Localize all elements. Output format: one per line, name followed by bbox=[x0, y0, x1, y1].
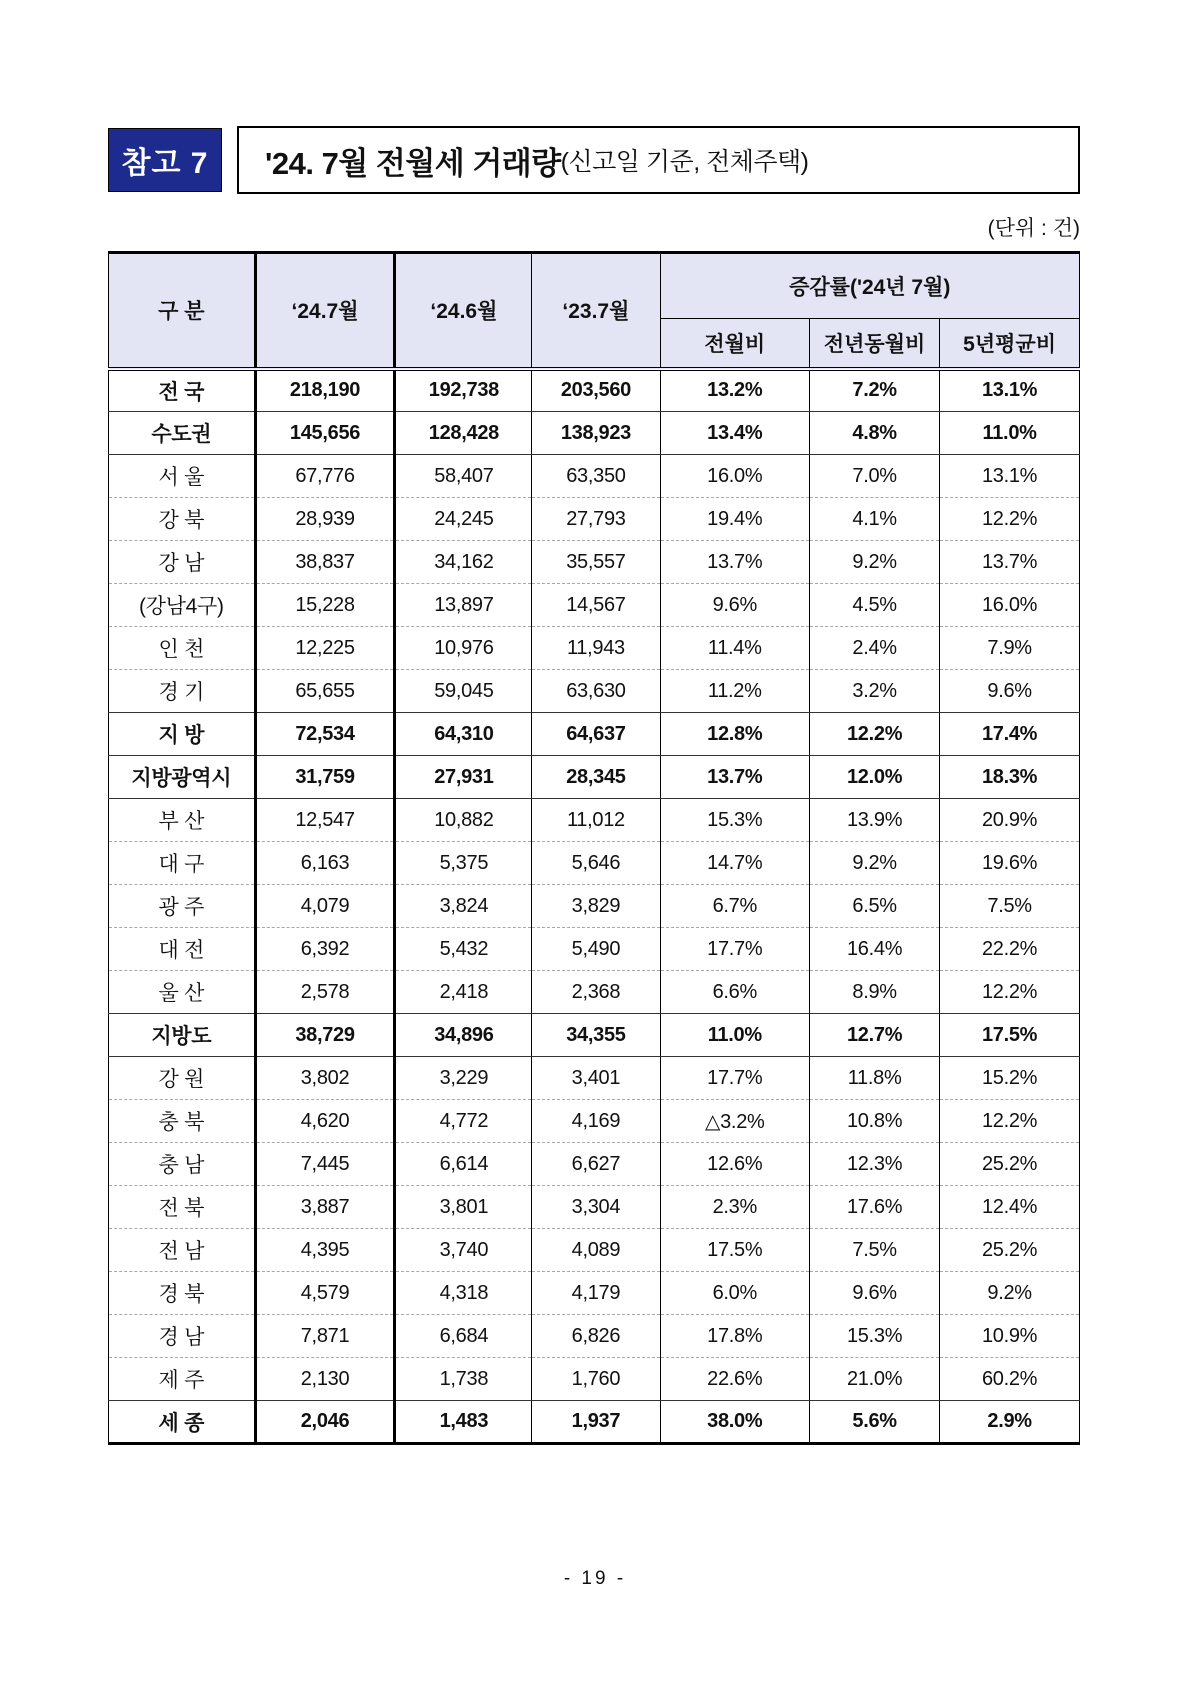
value-cell: 11.0% bbox=[660, 1014, 810, 1057]
value-cell: 4,179 bbox=[532, 1272, 660, 1315]
value-cell: 11.4% bbox=[660, 627, 810, 670]
region-label: 세 종 bbox=[109, 1401, 256, 1444]
value-cell: 12.2% bbox=[940, 1100, 1080, 1143]
value-cell: 17.4% bbox=[940, 713, 1080, 756]
value-cell: 145,656 bbox=[255, 412, 395, 455]
value-cell: 25.2% bbox=[940, 1143, 1080, 1186]
value-cell: 12.6% bbox=[660, 1143, 810, 1186]
value-cell: 35,557 bbox=[532, 541, 660, 584]
value-cell: 14,567 bbox=[532, 584, 660, 627]
region-label: 경 기 bbox=[109, 670, 256, 713]
value-cell: 3,401 bbox=[532, 1057, 660, 1100]
value-cell: 34,162 bbox=[395, 541, 532, 584]
value-cell: 5.6% bbox=[810, 1401, 940, 1444]
value-cell: 17.7% bbox=[660, 928, 810, 971]
value-cell: 58,407 bbox=[395, 455, 532, 498]
value-cell: 9.2% bbox=[940, 1272, 1080, 1315]
value-cell: 6,614 bbox=[395, 1143, 532, 1186]
value-cell: △3.2% bbox=[660, 1100, 810, 1143]
value-cell: 72,534 bbox=[255, 713, 395, 756]
value-cell: 17.5% bbox=[660, 1229, 810, 1272]
value-cell: 15,228 bbox=[255, 584, 395, 627]
value-cell: 4,169 bbox=[532, 1100, 660, 1143]
value-cell: 31,759 bbox=[255, 756, 395, 799]
value-cell: 128,428 bbox=[395, 412, 532, 455]
value-cell: 11.0% bbox=[940, 412, 1080, 455]
value-cell: 6.6% bbox=[660, 971, 810, 1014]
value-cell: 17.5% bbox=[940, 1014, 1080, 1057]
region-label: 전 남 bbox=[109, 1229, 256, 1272]
region-label: 대 전 bbox=[109, 928, 256, 971]
region-label: 경 남 bbox=[109, 1315, 256, 1358]
value-cell: 13.1% bbox=[940, 455, 1080, 498]
value-cell: 9.6% bbox=[660, 584, 810, 627]
value-cell: 11.8% bbox=[810, 1057, 940, 1100]
value-cell: 203,560 bbox=[532, 369, 660, 412]
value-cell: 9.6% bbox=[940, 670, 1080, 713]
value-cell: 12,547 bbox=[255, 799, 395, 842]
value-cell: 10,976 bbox=[395, 627, 532, 670]
value-cell: 6,826 bbox=[532, 1315, 660, 1358]
value-cell: 7.2% bbox=[810, 369, 940, 412]
table-row bbox=[109, 799, 1080, 842]
region-label: 강 남 bbox=[109, 541, 256, 584]
value-cell: 12.4% bbox=[940, 1186, 1080, 1229]
region-label: 서 울 bbox=[109, 455, 256, 498]
value-cell: 11,012 bbox=[532, 799, 660, 842]
value-cell: 4,395 bbox=[255, 1229, 395, 1272]
table-row bbox=[109, 842, 1080, 885]
table-row bbox=[109, 670, 1080, 713]
value-cell: 3.2% bbox=[810, 670, 940, 713]
table-row bbox=[109, 498, 1080, 541]
value-cell: 28,345 bbox=[532, 756, 660, 799]
table-row bbox=[109, 756, 1080, 799]
page-number: - 19 - bbox=[563, 1568, 627, 1589]
region-label: 지 방 bbox=[109, 713, 256, 756]
column-header-jul-2024: ‘24.7월 bbox=[255, 253, 395, 369]
table-row bbox=[109, 455, 1080, 498]
value-cell: 4,318 bbox=[395, 1272, 532, 1315]
table-row bbox=[109, 885, 1080, 928]
page-header bbox=[108, 128, 1080, 194]
value-cell: 12.2% bbox=[940, 498, 1080, 541]
value-cell: 12.7% bbox=[810, 1014, 940, 1057]
value-cell: 38,837 bbox=[255, 541, 395, 584]
value-cell: 20.9% bbox=[940, 799, 1080, 842]
value-cell: 67,776 bbox=[255, 455, 395, 498]
value-cell: 2.9% bbox=[940, 1401, 1080, 1444]
value-cell: 3,801 bbox=[395, 1186, 532, 1229]
value-cell: 13.1% bbox=[940, 369, 1080, 412]
region-label: 울 산 bbox=[109, 971, 256, 1014]
table-row bbox=[109, 369, 1080, 412]
region-label: 지방도 bbox=[109, 1014, 256, 1057]
table-row bbox=[109, 1358, 1080, 1401]
value-cell: 64,310 bbox=[395, 713, 532, 756]
value-cell: 11.2% bbox=[660, 670, 810, 713]
region-label: 지방광역시 bbox=[109, 756, 256, 799]
value-cell: 6,684 bbox=[395, 1315, 532, 1358]
region-label: (강남4구) bbox=[109, 584, 256, 627]
value-cell: 2.3% bbox=[660, 1186, 810, 1229]
value-cell: 22.2% bbox=[940, 928, 1080, 971]
value-cell: 65,655 bbox=[255, 670, 395, 713]
value-cell: 4.5% bbox=[810, 584, 940, 627]
value-cell: 17.6% bbox=[810, 1186, 940, 1229]
value-cell: 22.6% bbox=[660, 1358, 810, 1401]
table-row bbox=[109, 1057, 1080, 1100]
value-cell: 192,738 bbox=[395, 369, 532, 412]
column-header-mom: 전월비 bbox=[660, 319, 810, 369]
value-cell: 3,740 bbox=[395, 1229, 532, 1272]
value-cell: 21.0% bbox=[810, 1358, 940, 1401]
value-cell: 15.2% bbox=[940, 1057, 1080, 1100]
table-row bbox=[109, 1186, 1080, 1229]
value-cell: 5,646 bbox=[532, 842, 660, 885]
value-cell: 19.6% bbox=[940, 842, 1080, 885]
value-cell: 1,760 bbox=[532, 1358, 660, 1401]
value-cell: 10.9% bbox=[940, 1315, 1080, 1358]
table-row bbox=[109, 412, 1080, 455]
value-cell: 218,190 bbox=[255, 369, 395, 412]
table-row bbox=[109, 1143, 1080, 1186]
value-cell: 8.9% bbox=[810, 971, 940, 1014]
table-row bbox=[109, 1272, 1080, 1315]
value-cell: 27,931 bbox=[395, 756, 532, 799]
value-cell: 16.4% bbox=[810, 928, 940, 971]
value-cell: 2,368 bbox=[532, 971, 660, 1014]
value-cell: 6.7% bbox=[660, 885, 810, 928]
page-title: '24. 7월 전월세 거래량 bbox=[265, 145, 561, 181]
value-cell: 38,729 bbox=[255, 1014, 395, 1057]
title-box bbox=[237, 126, 1080, 194]
value-cell: 34,896 bbox=[395, 1014, 532, 1057]
value-cell: 4,772 bbox=[395, 1100, 532, 1143]
value-cell: 13.7% bbox=[660, 541, 810, 584]
value-cell: 12.0% bbox=[810, 756, 940, 799]
value-cell: 2,046 bbox=[255, 1401, 395, 1444]
value-cell: 38.0% bbox=[660, 1401, 810, 1444]
value-cell: 16.0% bbox=[940, 584, 1080, 627]
value-cell: 34,355 bbox=[532, 1014, 660, 1057]
value-cell: 12.2% bbox=[810, 713, 940, 756]
reference-badge: 참고 7 bbox=[108, 128, 222, 192]
value-cell: 1,937 bbox=[532, 1401, 660, 1444]
value-cell: 28,939 bbox=[255, 498, 395, 541]
unit-label: (단위 : 건) bbox=[987, 217, 1080, 240]
table-header bbox=[109, 253, 1080, 369]
value-cell: 12.8% bbox=[660, 713, 810, 756]
value-cell: 24,245 bbox=[395, 498, 532, 541]
value-cell: 15.3% bbox=[660, 799, 810, 842]
value-cell: 3,829 bbox=[532, 885, 660, 928]
value-cell: 16.0% bbox=[660, 455, 810, 498]
value-cell: 12.2% bbox=[940, 971, 1080, 1014]
table-body bbox=[109, 369, 1080, 1444]
table-row bbox=[109, 713, 1080, 756]
value-cell: 12,225 bbox=[255, 627, 395, 670]
value-cell: 4,089 bbox=[532, 1229, 660, 1272]
table-row bbox=[109, 1229, 1080, 1272]
value-cell: 7.9% bbox=[940, 627, 1080, 670]
value-cell: 27,793 bbox=[532, 498, 660, 541]
value-cell: 1,483 bbox=[395, 1401, 532, 1444]
value-cell: 12.3% bbox=[810, 1143, 940, 1186]
value-cell: 7,871 bbox=[255, 1315, 395, 1358]
value-cell: 3,887 bbox=[255, 1186, 395, 1229]
value-cell: 4,579 bbox=[255, 1272, 395, 1315]
value-cell: 1,738 bbox=[395, 1358, 532, 1401]
table-row bbox=[109, 928, 1080, 971]
value-cell: 3,304 bbox=[532, 1186, 660, 1229]
value-cell: 18.3% bbox=[940, 756, 1080, 799]
value-cell: 6.0% bbox=[660, 1272, 810, 1315]
value-cell: 64,637 bbox=[532, 713, 660, 756]
value-cell: 4.1% bbox=[810, 498, 940, 541]
value-cell: 10,882 bbox=[395, 799, 532, 842]
value-cell: 4,620 bbox=[255, 1100, 395, 1143]
value-cell: 11,943 bbox=[532, 627, 660, 670]
value-cell: 13.2% bbox=[660, 369, 810, 412]
region-label: 충 남 bbox=[109, 1143, 256, 1186]
table-row bbox=[109, 627, 1080, 670]
column-header-jun-2024: ‘24.6월 bbox=[395, 253, 532, 369]
value-cell: 6.5% bbox=[810, 885, 940, 928]
value-cell: 13.7% bbox=[940, 541, 1080, 584]
value-cell: 2.4% bbox=[810, 627, 940, 670]
value-cell: 17.8% bbox=[660, 1315, 810, 1358]
value-cell: 7.5% bbox=[940, 885, 1080, 928]
region-label: 인 천 bbox=[109, 627, 256, 670]
value-cell: 4.8% bbox=[810, 412, 940, 455]
value-cell: 25.2% bbox=[940, 1229, 1080, 1272]
value-cell: 60.2% bbox=[940, 1358, 1080, 1401]
value-cell: 4,079 bbox=[255, 885, 395, 928]
region-label: 부 산 bbox=[109, 799, 256, 842]
value-cell: 13.7% bbox=[660, 756, 810, 799]
value-cell: 3,229 bbox=[395, 1057, 532, 1100]
value-cell: 2,130 bbox=[255, 1358, 395, 1401]
region-label: 강 북 bbox=[109, 498, 256, 541]
value-cell: 138,923 bbox=[532, 412, 660, 455]
column-header-yoy: 전년동월비 bbox=[810, 319, 940, 369]
region-label: 수도권 bbox=[109, 412, 256, 455]
value-cell: 63,630 bbox=[532, 670, 660, 713]
value-cell: 13.9% bbox=[810, 799, 940, 842]
table-row bbox=[109, 1014, 1080, 1057]
value-cell: 10.8% bbox=[810, 1100, 940, 1143]
value-cell: 2,578 bbox=[255, 971, 395, 1014]
value-cell: 59,045 bbox=[395, 670, 532, 713]
value-cell: 7.0% bbox=[810, 455, 940, 498]
region-label: 강 원 bbox=[109, 1057, 256, 1100]
value-cell: 9.6% bbox=[810, 1272, 940, 1315]
value-cell: 9.2% bbox=[810, 541, 940, 584]
region-label: 대 구 bbox=[109, 842, 256, 885]
value-cell: 7.5% bbox=[810, 1229, 940, 1272]
region-label: 광 주 bbox=[109, 885, 256, 928]
value-cell: 15.3% bbox=[810, 1315, 940, 1358]
region-label: 제 주 bbox=[109, 1358, 256, 1401]
table-row bbox=[109, 971, 1080, 1014]
value-cell: 6,163 bbox=[255, 842, 395, 885]
column-header-jul-2023: ‘23.7월 bbox=[532, 253, 660, 369]
value-cell: 14.7% bbox=[660, 842, 810, 885]
value-cell: 5,490 bbox=[532, 928, 660, 971]
column-group-change-rate: 증감률('24년 7월) bbox=[660, 253, 1080, 319]
value-cell: 3,802 bbox=[255, 1057, 395, 1100]
value-cell: 5,432 bbox=[395, 928, 532, 971]
value-cell: 6,627 bbox=[532, 1143, 660, 1186]
transactions-table bbox=[108, 251, 1080, 1445]
value-cell: 9.2% bbox=[810, 842, 940, 885]
region-label: 전 북 bbox=[109, 1186, 256, 1229]
table-row bbox=[109, 584, 1080, 627]
table-row bbox=[109, 1315, 1080, 1358]
value-cell: 19.4% bbox=[660, 498, 810, 541]
column-header-region: 구 분 bbox=[109, 253, 256, 369]
value-cell: 5,375 bbox=[395, 842, 532, 885]
table-row bbox=[109, 541, 1080, 584]
value-cell: 7,445 bbox=[255, 1143, 395, 1186]
value-cell: 13,897 bbox=[395, 584, 532, 627]
column-header-5yr-avg: 5년평균비 bbox=[940, 319, 1080, 369]
region-label: 충 북 bbox=[109, 1100, 256, 1143]
value-cell: 17.7% bbox=[660, 1057, 810, 1100]
table-row bbox=[109, 1401, 1080, 1444]
value-cell: 2,418 bbox=[395, 971, 532, 1014]
region-label: 전 국 bbox=[109, 369, 256, 412]
region-label: 경 북 bbox=[109, 1272, 256, 1315]
value-cell: 3,824 bbox=[395, 885, 532, 928]
value-cell: 63,350 bbox=[532, 455, 660, 498]
value-cell: 13.4% bbox=[660, 412, 810, 455]
table-row bbox=[109, 1100, 1080, 1143]
value-cell: 6,392 bbox=[255, 928, 395, 971]
page-title-subtext: (신고일 기준, 전체주택) bbox=[560, 148, 809, 176]
